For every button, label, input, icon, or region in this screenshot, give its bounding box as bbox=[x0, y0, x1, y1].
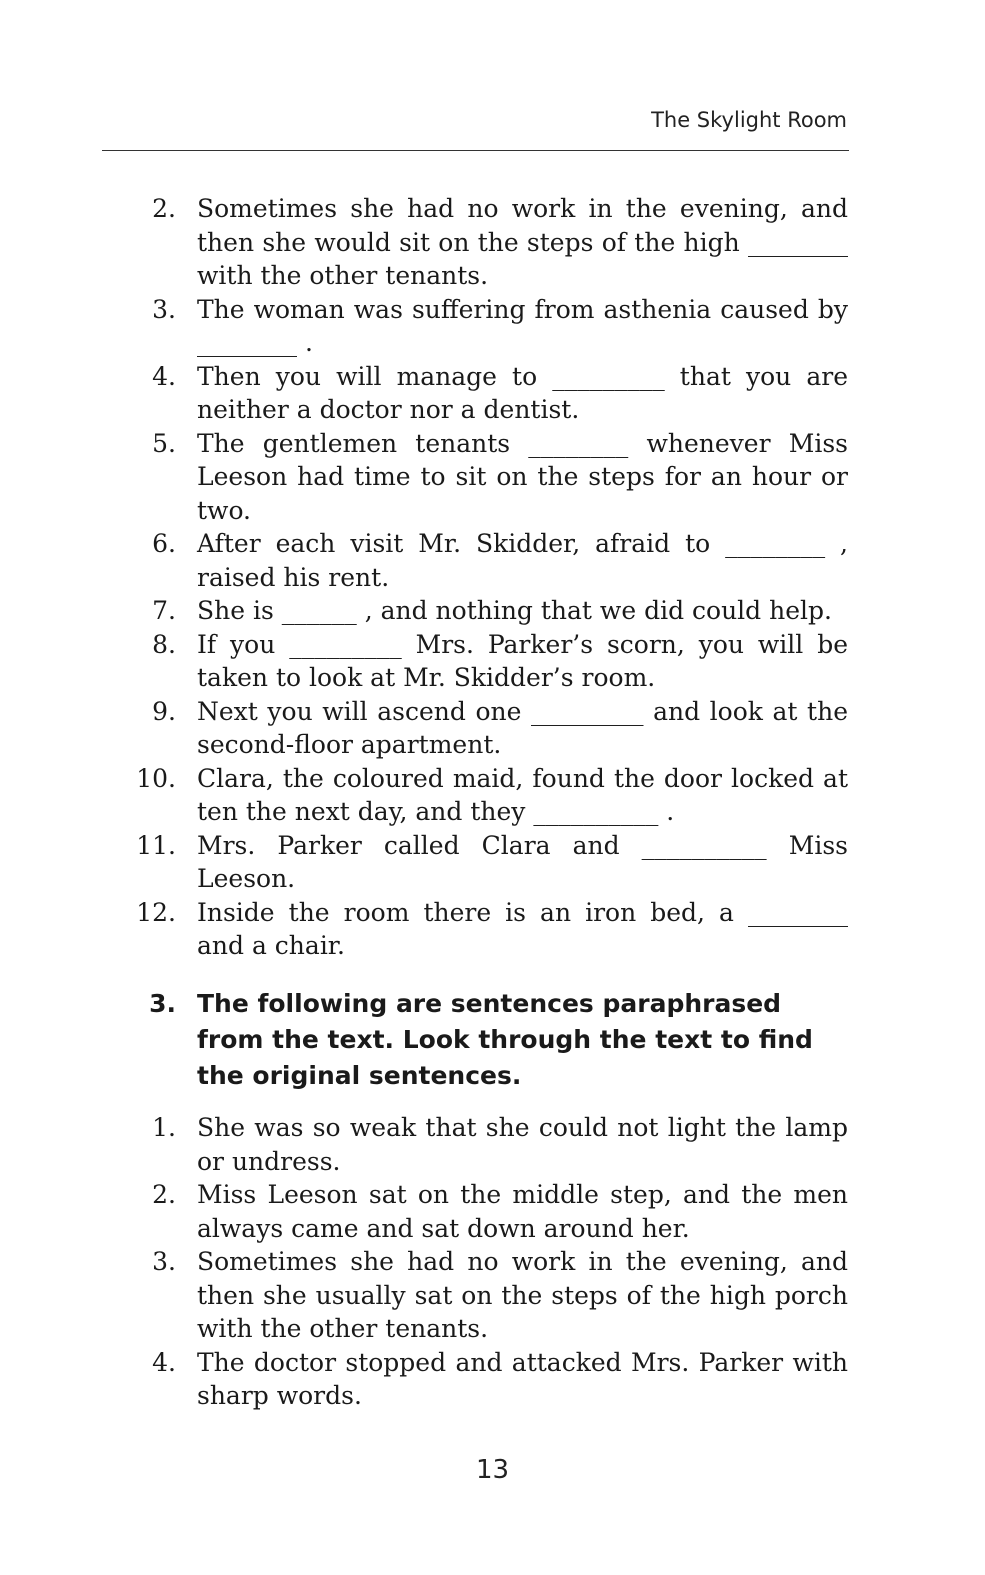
list-item bbox=[0, 527, 985, 594]
item-text: Mrs. Parker called Clara and __________ Miss Leeson. bbox=[197, 830, 848, 893]
item-text: She was so weak that she could not light the lamp or undress. bbox=[197, 1113, 848, 1176]
item-number: 3. bbox=[152, 294, 176, 324]
header-rule bbox=[102, 150, 849, 151]
exercise-instruction: The following are sentences paraphrased from the text. Look through the text to find the original sentences. bbox=[197, 989, 813, 1090]
item-number: 4. bbox=[152, 361, 176, 391]
exercise-2-list bbox=[0, 192, 985, 963]
exercise-3-heading bbox=[0, 986, 985, 1094]
item-number: 2. bbox=[152, 1180, 176, 1209]
list-item bbox=[0, 896, 985, 963]
list-item bbox=[0, 628, 985, 695]
list-item bbox=[0, 1245, 985, 1346]
item-text: Clara, the coloured maid, found the door locked at ten the next day, and they __________ . bbox=[197, 763, 848, 826]
item-text: Sometimes she had no work in the evening, and then she usually sat on the steps of the high porch with the other tenants. bbox=[197, 1247, 848, 1343]
item-text: The woman was suffering from asthenia caused by ________ . bbox=[197, 294, 848, 357]
item-number: 9. bbox=[152, 696, 176, 726]
list-item bbox=[0, 695, 985, 762]
item-text: If you _________ Mrs. Parker’s scorn, you will be taken to look at Mr. Skidder’s room. bbox=[197, 629, 848, 692]
list-item bbox=[0, 1346, 985, 1413]
exercise-number: 3. bbox=[149, 989, 176, 1018]
item-text: Next you will ascend one _________ and look at the second-floor apartment. bbox=[197, 696, 848, 759]
item-number: 5. bbox=[152, 428, 176, 458]
item-text: She is ______ , and nothing that we did could help. bbox=[197, 596, 832, 625]
item-number: 2. bbox=[152, 194, 176, 223]
item-number: 8. bbox=[152, 629, 176, 659]
list-item bbox=[0, 829, 985, 896]
item-number: 12. bbox=[136, 897, 176, 927]
list-item bbox=[0, 360, 985, 427]
item-number: 1. bbox=[152, 1113, 176, 1142]
list-item bbox=[0, 192, 985, 293]
item-text: After each visit Mr. Skidder, afraid to ________ , raised his rent. bbox=[197, 529, 848, 592]
item-number: 6. bbox=[152, 529, 176, 558]
item-number: 7. bbox=[152, 596, 176, 625]
item-text: Miss Leeson sat on the middle step, and the men always came and sat down around her. bbox=[197, 1180, 848, 1243]
list-item bbox=[0, 594, 985, 628]
list-item bbox=[0, 762, 985, 829]
running-head: The Skylight Room bbox=[651, 108, 847, 132]
item-number: 3. bbox=[152, 1247, 176, 1276]
item-number: 4. bbox=[152, 1347, 176, 1377]
item-text: Then you will manage to _________ that you are neither a doctor nor a dentist. bbox=[197, 361, 848, 424]
item-text: Sometimes she had no work in the evening, and then she would sit on the steps of the high ________ with the other tenants. bbox=[197, 194, 848, 290]
exercise-3-list bbox=[0, 1111, 985, 1413]
list-item bbox=[0, 293, 985, 360]
list-item bbox=[0, 1111, 985, 1178]
item-number: 11. bbox=[136, 830, 176, 860]
item-text: The doctor stopped and attacked Mrs. Parker with sharp words. bbox=[197, 1347, 848, 1410]
item-number: 10. bbox=[136, 763, 176, 793]
list-item bbox=[0, 427, 985, 528]
item-text: The gentlemen tenants ________ whenever Miss Leeson had time to sit on the steps for an hour or two. bbox=[197, 428, 848, 525]
list-item bbox=[0, 1178, 985, 1245]
page-number: 13 bbox=[475, 1455, 510, 1485]
item-text: Inside the room there is an iron bed, a ________ and a chair. bbox=[197, 897, 848, 960]
